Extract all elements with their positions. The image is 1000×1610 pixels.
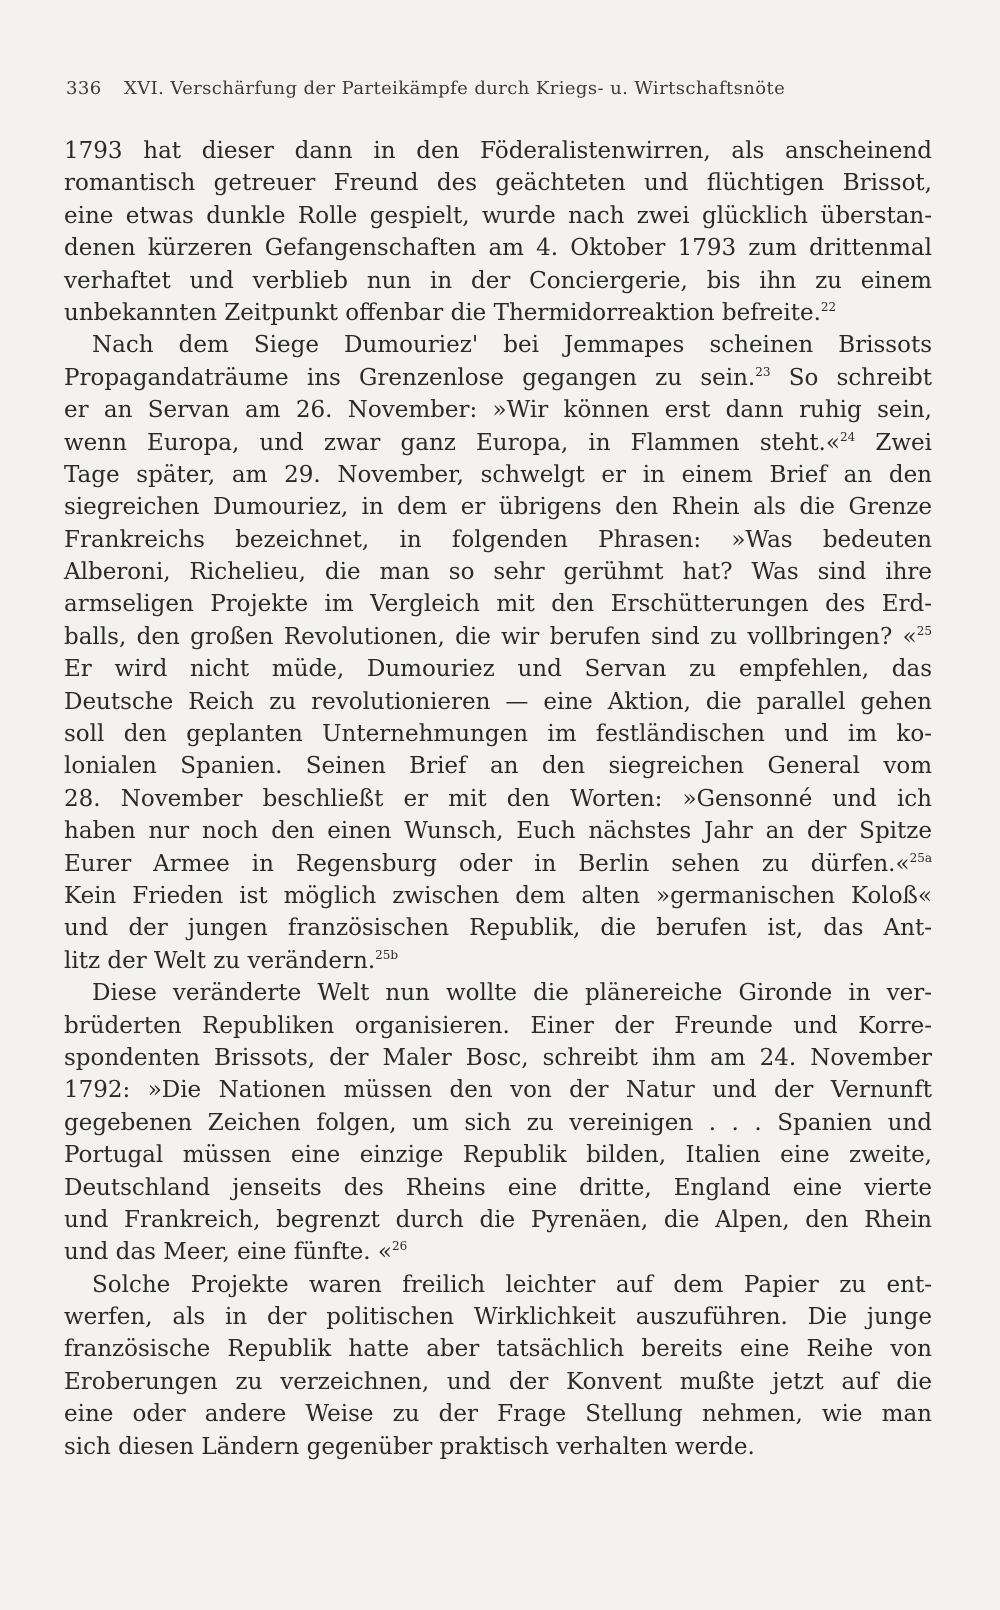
- running-title: XVI. Verschärfung der Parteikämpfe durch Kriegs- u. Wirtschaftsnöte: [124, 78, 786, 99]
- text-line: [64, 912, 932, 944]
- text-line: [64, 653, 932, 685]
- line-text: siegreichen Dumouriez, in dem er übrigens den Rhein als die Grenze: [64, 494, 932, 521]
- text-line: [64, 1042, 932, 1074]
- line-text: Er wird nicht müde, Dumouriez und Servan zu empfehlen, das: [64, 656, 932, 683]
- line-text: wenn Europa, und zwar ganz Europa, in Flammen steht.«: [64, 429, 840, 456]
- line-text: Solche Projekte waren freilich leichter auf dem Papier zu ent-: [92, 1271, 932, 1298]
- text-line: [64, 588, 932, 620]
- text-line: [64, 459, 932, 491]
- text-line: [64, 686, 932, 718]
- line-text: Propagandaträume ins Grenzenlose gegangen zu sein.: [64, 364, 756, 391]
- body-text: [64, 135, 932, 1463]
- text-line: [64, 362, 932, 394]
- line-text: lonialen Spanien. Seinen Brief an den siegreichen General vom: [64, 753, 932, 780]
- text-line: [64, 750, 932, 782]
- text-line: [64, 1236, 932, 1268]
- text-line: [64, 1172, 932, 1204]
- line-text: Tage später, am 29. November, schwelgt er in einem Brief an den: [64, 461, 932, 488]
- line-text: Frankreichs bezeichnet, in folgenden Phrasen: »Was bedeuten: [64, 526, 932, 553]
- text-line: [64, 1431, 932, 1463]
- text-line: [64, 167, 932, 199]
- text-line: [64, 232, 932, 264]
- line-text: litz der Welt zu verändern.: [64, 947, 376, 974]
- text-line: [64, 718, 932, 750]
- line-text: brüderten Republiken organisieren. Einer der Freunde und Korre-: [64, 1012, 932, 1039]
- text-line: [64, 200, 932, 232]
- line-text: Diese veränderte Welt nun wollte die plänereiche Gironde in ver-: [92, 980, 932, 1007]
- text-line: [64, 783, 932, 815]
- line-text: armseligen Projekte im Vergleich mit den Erschütterungen des Erd-: [64, 591, 932, 618]
- text-line: [64, 1139, 932, 1171]
- line-text: verhaftet und verblieb nun in der Conciergerie, bis ihn zu einem: [64, 267, 932, 294]
- line-text: werfen, als in der politischen Wirklichkeit auszuführen. Die junge: [64, 1304, 932, 1331]
- text-line: [64, 848, 932, 880]
- line-text: Deutsche Reich zu revolutionieren — eine Aktion, die parallel gehen: [64, 688, 932, 715]
- text-line: [64, 621, 932, 653]
- line-text: 28. November beschließt er mit den Worten: »Gensonné und ich: [64, 785, 932, 812]
- text-line: [64, 1074, 932, 1106]
- text-line: [64, 977, 932, 1009]
- running-header: [66, 78, 896, 99]
- line-text: und der jungen französischen Republik, die berufen ist, das Ant-: [64, 915, 932, 942]
- line-text-continuation: So schreibt: [770, 364, 932, 391]
- line-text: Eurer Armee in Regensburg oder in Berlin sehen zu dürfen.«: [64, 850, 910, 877]
- line-text: gegebenen Zeichen folgen, um sich zu vereinigen . . . Spanien und: [64, 1109, 932, 1136]
- line-text: Alberoni, Richelieu, die man so sehr gerühmt hat? Was sind ihre: [64, 559, 932, 586]
- text-line: [64, 1398, 932, 1430]
- text-line: [64, 880, 932, 912]
- footnote-marker: 26: [391, 1239, 408, 1254]
- line-text: unbekannten Zeitpunkt offenbar die Thermidorreaktion befreite.: [64, 299, 821, 326]
- line-text: er an Servan am 26. November: »Wir können erst dann ruhig sein,: [64, 397, 932, 424]
- footnote-marker: 22: [820, 299, 837, 314]
- text-line: [64, 135, 932, 167]
- footnote-marker: 24: [839, 429, 856, 444]
- page-number: 336: [66, 78, 102, 99]
- line-text: Kein Frieden ist möglich zwischen dem alten »germanischen Koloß«: [64, 882, 932, 909]
- line-text: balls, den großen Revolutionen, die wir berufen sind zu vollbringen? «: [64, 623, 917, 650]
- line-text: und das Meer, eine fünfte. «: [64, 1239, 392, 1266]
- text-line: [64, 1269, 932, 1301]
- text-line: [64, 491, 932, 523]
- line-text: 1793 hat dieser dann in den Föderalistenwirren, als anscheinend: [64, 138, 932, 164]
- line-text: Eroberungen zu verzeichnen, und der Konvent mußte jetzt auf die: [64, 1368, 932, 1395]
- line-text: sich diesen Ländern gegenüber praktisch verhalten werde.: [64, 1433, 755, 1460]
- text-line: [64, 265, 932, 297]
- text-line: [64, 524, 932, 556]
- text-line: [64, 945, 932, 977]
- text-line: [64, 815, 932, 847]
- text-line: [64, 1301, 932, 1333]
- line-text: romantisch getreuer Freund des geächteten und flüchtigen Brissot,: [64, 170, 932, 197]
- text-line: [64, 297, 932, 329]
- text-line: [64, 1107, 932, 1139]
- footnote-marker: 25: [916, 623, 932, 638]
- text-line: [64, 1204, 932, 1236]
- line-text: Portugal müssen eine einzige Republik bilden, Italien eine zweite,: [64, 1142, 932, 1169]
- line-text: eine etwas dunkle Rolle gespielt, wurde nach zwei glücklich überstan-: [64, 202, 932, 229]
- text-line: [64, 1366, 932, 1398]
- text-line: [64, 1010, 932, 1042]
- text-line: [64, 394, 932, 426]
- footnote-marker: 25a: [909, 850, 932, 865]
- line-text: soll den geplanten Unternehmungen im festländischen und im ko-: [64, 721, 932, 748]
- line-text: spondenten Brissots, der Maler Bosc, schreibt ihm am 24. November: [64, 1044, 932, 1071]
- text-line: [64, 1333, 932, 1365]
- line-text: Deutschland jenseits des Rheins eine dritte, England eine vierte: [64, 1174, 932, 1201]
- text-line: [64, 329, 932, 361]
- footnote-marker: 23: [755, 364, 771, 379]
- text-line: [64, 427, 932, 459]
- line-text: eine oder andere Weise zu der Frage Stellung nehmen, wie man: [64, 1401, 932, 1428]
- line-text-continuation: Zwei: [855, 429, 933, 456]
- line-text: haben nur noch den einen Wunsch, Euch nächstes Jahr an der Spitze: [64, 818, 932, 845]
- line-text: französische Republik hatte aber tatsächlich bereits eine Reihe von: [64, 1336, 932, 1363]
- line-text: Nach dem Siege Dumouriez' bei Jemmapes scheinen Brissots: [92, 332, 932, 359]
- text-line: [64, 556, 932, 588]
- footnote-marker: 25b: [375, 947, 399, 962]
- line-text: und Frankreich, begrenzt durch die Pyrenäen, die Alpen, den Rhein: [64, 1206, 932, 1233]
- line-text: 1792: »Die Nationen müssen den von der Natur und der Vernunft: [64, 1077, 932, 1104]
- line-text: denen kürzeren Gefangenschaften am 4. Oktober 1793 zum drittenmal: [64, 235, 932, 262]
